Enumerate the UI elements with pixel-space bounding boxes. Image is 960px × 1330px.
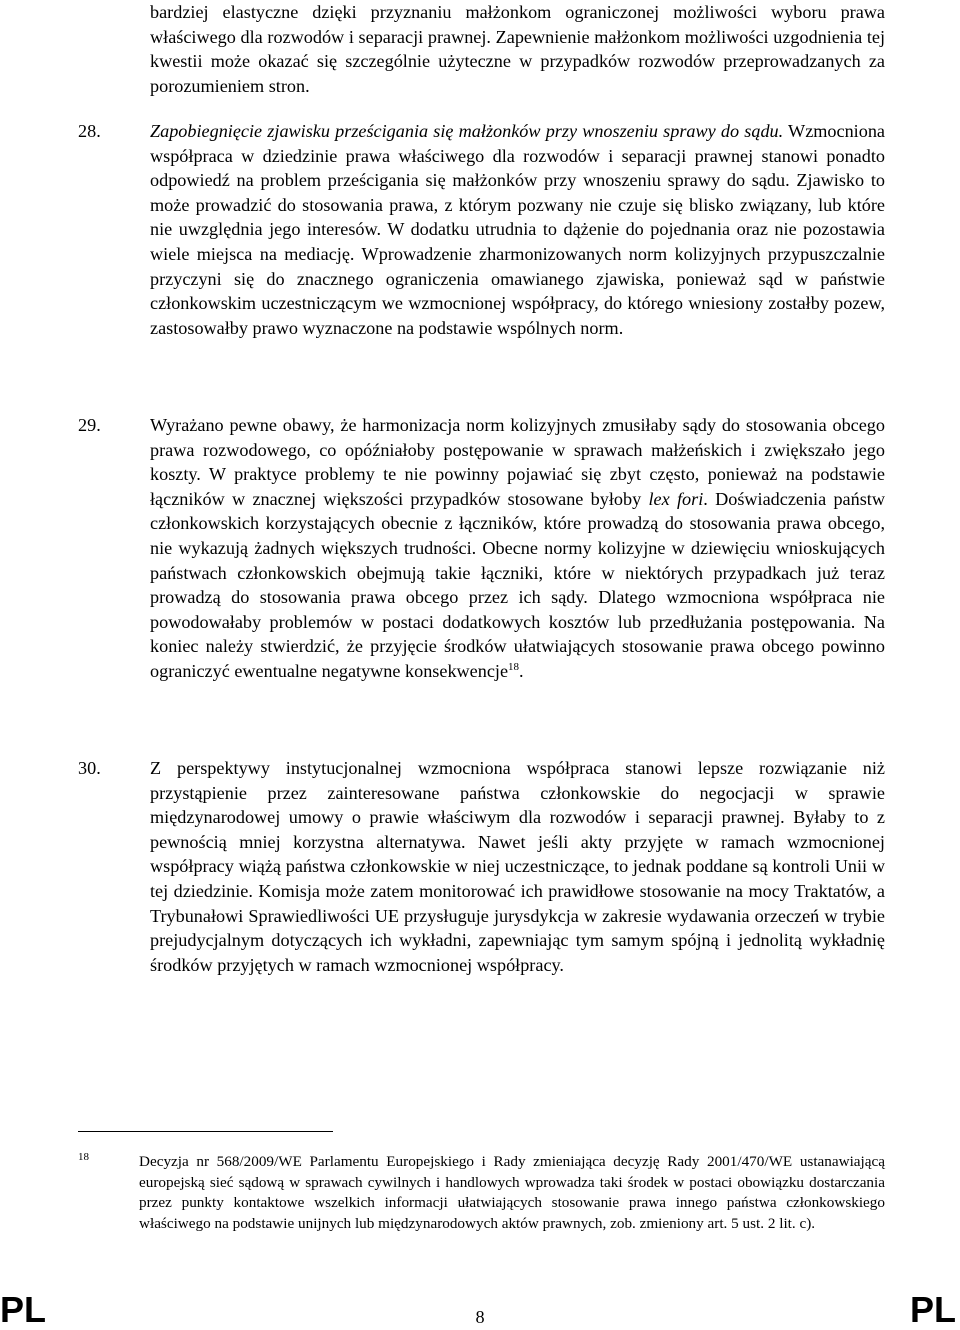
paragraph-30: Z perspektywy instytucjonalnej wzmocniona współpraca stanowi lepsze rozwiązanie niż przystąpienie przez zainteresowane państwa członkowskie do negocjacji w sprawie międzynarodowej umowy o prawie właściwym dla rozwodów i separacji prawnej. Byłaby to z pewnością mniej korzystna alternatywa. Nawet jeśli akty przyjęte w ramach wzmocnionej współpracy wiążą państwa członkowskie w niej uczestniczące, to jednak poddane są kontroli Unii w tej dziedzinie. Komisja może zatem monitorować ich prawidłowe stosowanie na mocy Traktatów, a Trybunałowi Sprawiedliwości UE przysługuje jurysdykcja w zakresie wydawania orzeczeń w trybie prejudycjalnym dotyczących ich wykładni, zapewniając tym samym spójną i jednolitą wykładnię środków przyjętych w ramach wzmocnionej współpracy. xyxy=(150,758,885,975)
paragraph-29-number: 29. xyxy=(78,415,101,435)
paragraph-29-italic-term: lex fori xyxy=(648,488,704,509)
footnote-text: Decyzja nr 568/2009/WE Parlamentu Europejskiego i Rady zmieniająca decyzję Rady 2001/470/WE ustanawiającą europejską sieć sądową w sprawach cywilnych i handlowych wprowadza taki środek w postaci obowiązku dostarczania przez punkty kontaktowe wszelkich informacji ułatwiających stosowanie prawa innego państwa członkowskiego właściwego na podstawie unijnych lub międzynarodowych aktów prawnych, zob. zmieniony art. 5 ust. 2 lit. c). xyxy=(139,1153,885,1232)
paragraph-30-number: 30. xyxy=(78,758,101,778)
footnote-reference-18[interactable]: 18 xyxy=(508,660,520,673)
paragraph-28-heading: Zapobiegnięcie zjawisku prześcigania się małżonków przy wnoszeniu sprawy do sądu. xyxy=(150,121,784,141)
paragraph-29-text-end: . xyxy=(519,660,524,681)
paragraph-28-number: 28. xyxy=(78,121,101,141)
paragraph-29-text-part2: . Doświadczenia państw członkowskich korzystających obecnie z łączników, które prowadzą do stosowania prawa obcego, nie wykazują żadnych większych trudności. Obecne normy kolizyjne w dziewięciu wnioskujących państwach członkowskich obejmują takie łączniki, które w niektórych przypadkach już teraz prowadzą do stosowania prawa obcego przez ich sądy. Dlatego wzmocniona współpraca nie powodowałaby problemów w postaci dodatkowych kosztów lub przedłużania postępowania. Na koniec należy stwierdzić, że przyjęcie środków ułatwiających stosowanie prawa obcego powinno ograniczyć ewentualne negatywne konsekwencje xyxy=(150,488,885,681)
footnote-separator xyxy=(78,1131,333,1132)
paragraph-29 xyxy=(150,413,885,684)
footer-language-left: PL xyxy=(0,1289,47,1330)
paragraph-28 xyxy=(150,119,885,340)
footnote-number: 18 xyxy=(78,1151,89,1163)
page-number: 8 xyxy=(475,1307,485,1327)
paragraph-28-text: Wzmocniona współpraca w dziedzinie prawa właściwego dla rozwodów i separacji prawnej stanowi ponadto odpowiedź na problem prześcigania się małżonków przy wnoszeniu sprawy do sądu. Zjawisko to może prowadzić do stosowania prawa, z którym pozwany nie czuje się blisko związany, lub które nie uwzględnia jego interesów. W dodatku utrudnia to dążenie do pojednania oraz nie pozostawia wiele miejsca na mediację. Wprowadzenie zharmonizowanych norm kolizyjnych przypuszczalnie przyczyni się do znacznego ograniczenia omawianego zjawiska, ponieważ sąd w państwie członkowskim uczestniczącym we wzmocnionej współpracy, do którego wniesiony zostałby pozew, zastosowałby prawo wyznaczone na podstawie wspólnych norm. xyxy=(150,121,886,338)
footer-language-right: PL xyxy=(909,1289,956,1330)
paragraph-29-text-part1: Wyrażano pewne obawy, że harmonizacja norm kolizyjnych zmusiłaby sądy do stosowania obcego prawa rozwodowego, co opóźniałoby postępowanie w sprawach małżeńskich i zwiększało jego koszty. W praktyce problemy te nie powinny pojawiać się zbyt często, ponieważ na podstawie łączników w znacznej większości przypadków stosowane byłoby xyxy=(150,415,885,509)
continuation-paragraph: bardziej elastyczne dzięki przyznaniu małżonkom ograniczonej możliwości wyboru prawa właściwego dla rozwodów i separacji prawnej. Zapewnienie małżonkom możliwości uzgodnienia tej kwestii może okazać się szczególnie użyteczne w przypadków rozwodów przeprowadzanych za porozumieniem stron. xyxy=(150,2,885,96)
